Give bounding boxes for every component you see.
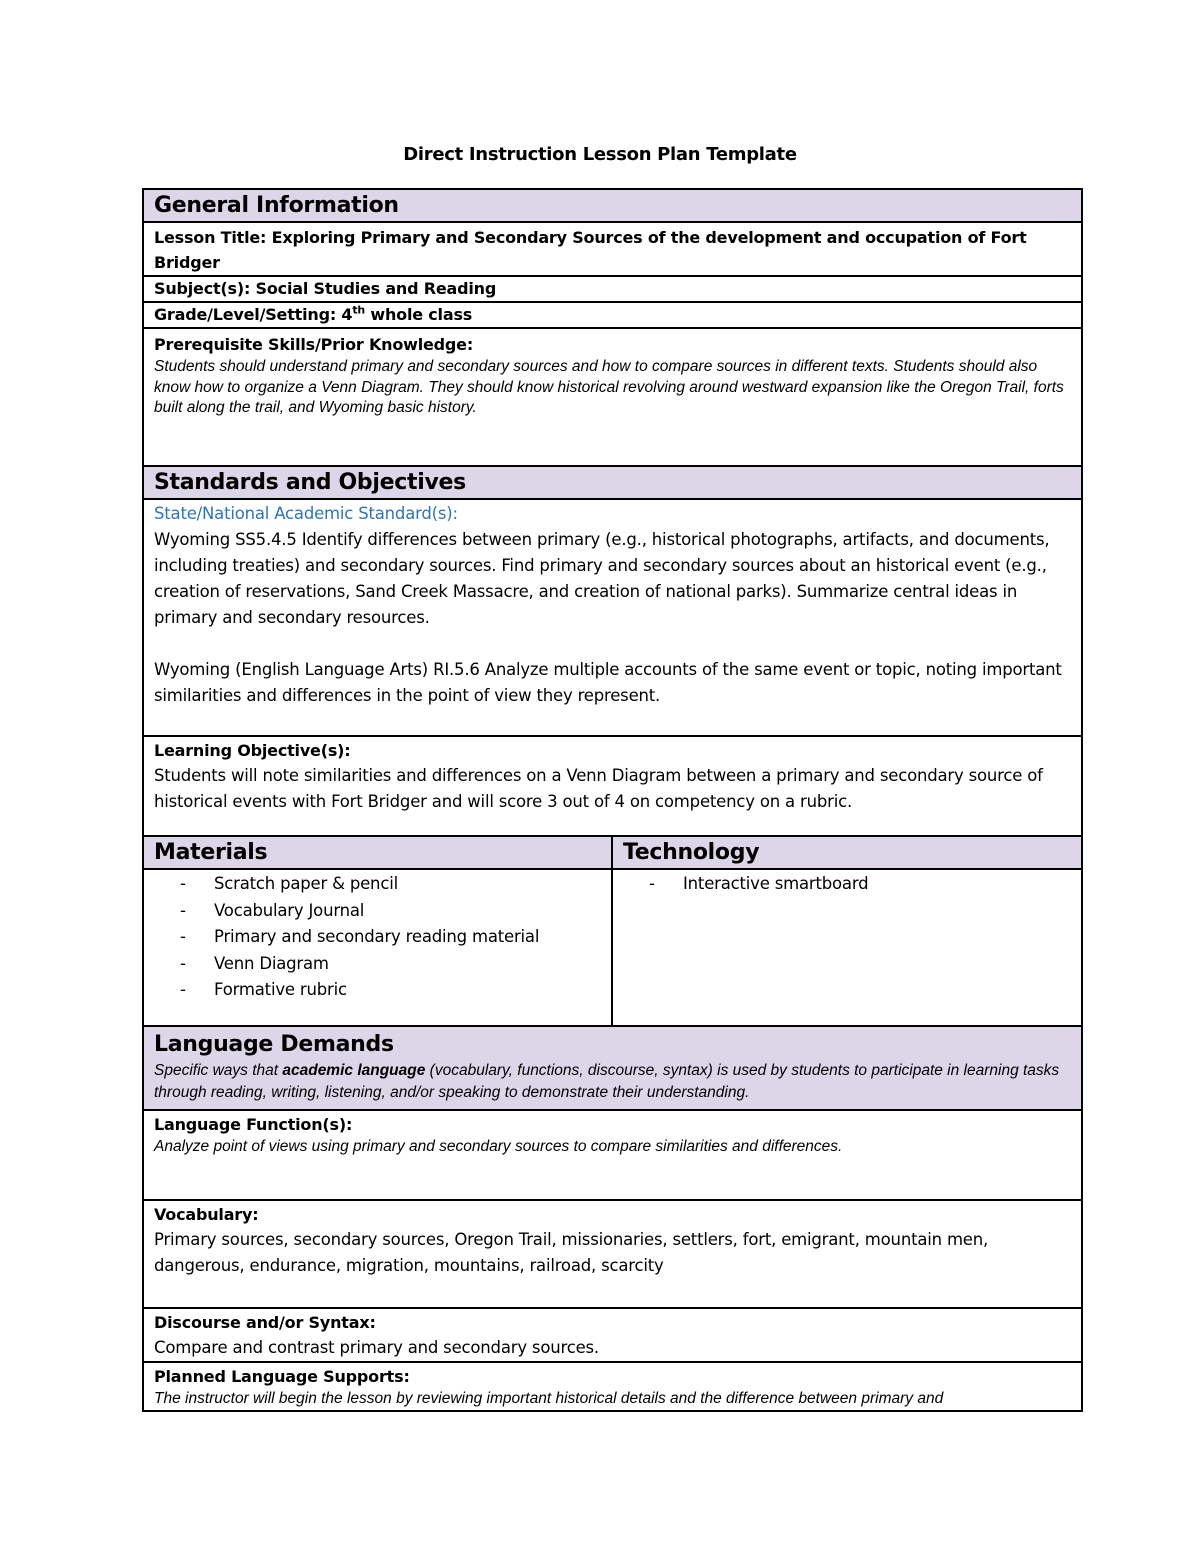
grade-superscript: th	[352, 303, 366, 317]
material-item: Vocabulary Journal	[214, 900, 365, 920]
subjects-cell	[143, 276, 1082, 302]
lesson-plan-table	[142, 188, 1083, 1412]
objective-text: Students will note similarities and differences on a Venn Diagram between a primary and secondary source of historical events with Fort Bridger and will score 3 out of 4 on competency on a rubric.	[154, 766, 1043, 811]
general-info-header	[143, 189, 1082, 222]
materials-technology-header-row	[143, 836, 1082, 869]
technology-list	[613, 871, 1071, 898]
objective-cell	[143, 736, 1082, 836]
materials-cell	[143, 869, 612, 1026]
list-item	[144, 951, 601, 978]
technology-item: Interactive smartboard	[683, 874, 869, 893]
function-label: Language Function(s):	[154, 1115, 353, 1134]
prereq-cell	[143, 328, 1082, 466]
dash-bullet: -	[180, 900, 186, 920]
standards-header-row	[143, 466, 1082, 499]
subjects: Subject(s): Social Studies and Reading	[154, 279, 497, 298]
desc-text: Specific ways that	[154, 1062, 283, 1079]
discourse-cell	[143, 1308, 1082, 1362]
dash-bullet: -	[180, 874, 186, 893]
discourse-text: Compare and contrast primary and secondary sources.	[154, 1338, 599, 1357]
lesson-title-row	[143, 222, 1082, 276]
function-row	[143, 1110, 1082, 1200]
lesson-title: Lesson Title: Exploring Primary and Secondary Sources of the development and occupation of Fort Bridger	[154, 228, 1027, 272]
section-heading: Standards and Objectives	[154, 470, 466, 495]
dash-bullet: -	[180, 953, 186, 973]
list-item	[144, 898, 601, 925]
function-text: Analyze point of views using primary and secondary sources to compare similarities and differences.	[154, 1138, 843, 1155]
material-item: Primary and secondary reading material	[214, 927, 540, 946]
desc-text: (vocabulary, functions, discourse, syntax) is used by students to participate in learning tasks through reading, writing, listening, and/or speaking to demonstrate their understanding.	[154, 1062, 1060, 1101]
technology-header	[612, 836, 1082, 869]
language-header	[143, 1026, 1082, 1110]
lesson-title-cell	[143, 222, 1082, 276]
list-item	[144, 977, 601, 1004]
function-cell	[143, 1110, 1082, 1200]
objective-label: Learning Objective(s):	[154, 741, 351, 760]
general-info-header-row	[143, 189, 1082, 222]
vocabulary-text: Primary sources, secondary sources, Oregon Trail, missionaries, settlers, fort, emigrant, mountain men, dangerous, endurance, migration, mountains, railroad, scarcity	[154, 1230, 989, 1275]
discourse-row	[143, 1308, 1082, 1362]
section-heading: Language Demands	[154, 1032, 394, 1057]
materials-heading: Materials	[154, 840, 268, 865]
material-item: Formative rubric	[214, 980, 347, 999]
materials-list	[144, 871, 601, 1004]
grade-suffix: whole class	[365, 305, 473, 324]
materials-header	[143, 836, 612, 869]
standard-ss-text: Wyoming SS5.4.5 Identify differences between primary (e.g., historical photographs, artifacts, and documents, including treaties) and secondary sources. Find primary and secondary sources about an historical event (e.g., creation of reservations, Sand Creek Massacre, and creation of national parks). Summarize central ideas in primary and secondary resources.	[154, 530, 1050, 627]
list-item	[144, 924, 601, 951]
supports-text: The instructor will begin the lesson by reviewing important historical details and the difference between primary and	[154, 1390, 944, 1407]
standards-header	[143, 466, 1082, 499]
supports-cell	[143, 1362, 1082, 1411]
dash-bullet: -	[649, 874, 655, 893]
standard-label: State/National Academic Standard(s):	[154, 504, 458, 523]
objective-row	[143, 736, 1082, 836]
language-header-row	[143, 1026, 1082, 1110]
prereq-text: Students should understand primary and secondary sources and how to compare sources in different texts. Students should also know how to organize a Venn Diagram. They should know historical revolving around westward expansion like the Oregon Trail, forts built along the trail, and Wyoming basic history.	[154, 358, 1064, 416]
subjects-row	[143, 276, 1082, 302]
standards-row	[143, 499, 1082, 736]
section-heading: General Information	[154, 193, 399, 218]
technology-cell	[612, 869, 1082, 1026]
prereq-label: Prerequisite Skills/Prior Knowledge:	[154, 335, 474, 354]
dash-bullet: -	[180, 980, 186, 999]
discourse-label: Discourse and/or Syntax:	[154, 1313, 376, 1332]
vocabulary-row	[143, 1200, 1082, 1308]
material-item: Scratch paper & pencil	[214, 874, 398, 893]
supports-label: Planned Language Supports:	[154, 1367, 410, 1386]
grade-cell	[143, 302, 1082, 328]
technology-heading: Technology	[623, 840, 760, 865]
list-item	[144, 871, 601, 898]
desc-emphasis: academic language	[282, 1062, 426, 1079]
prereq-row	[143, 328, 1082, 466]
vocabulary-label: Vocabulary:	[154, 1205, 259, 1224]
grade-row	[143, 302, 1082, 328]
standard-ela-text: Wyoming (English Language Arts) RI.5.6 Analyze multiple accounts of the same event or topic, noting important similarities and differences in the point of view they represent.	[154, 660, 1062, 705]
materials-technology-row	[143, 869, 1082, 1026]
standards-cell	[143, 499, 1082, 736]
list-item	[613, 871, 1071, 898]
document-title: Direct Instruction Lesson Plan Template	[403, 144, 797, 165]
grade-prefix: Grade/Level/Setting: 4	[154, 305, 353, 324]
supports-row	[143, 1362, 1082, 1411]
language-description	[154, 1060, 1071, 1104]
grade-level-setting	[154, 303, 1071, 327]
vocabulary-cell	[143, 1200, 1082, 1308]
dash-bullet: -	[180, 927, 186, 946]
material-item: Venn Diagram	[214, 953, 329, 973]
